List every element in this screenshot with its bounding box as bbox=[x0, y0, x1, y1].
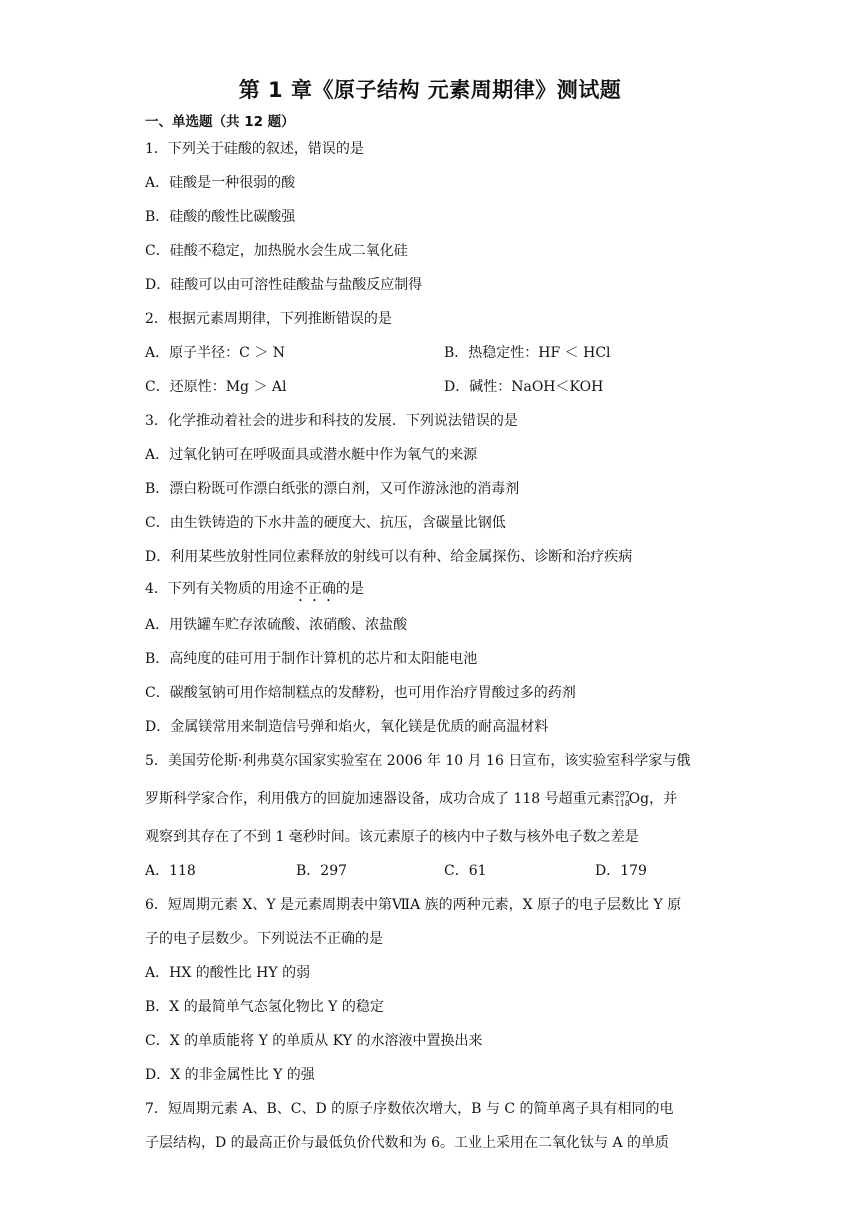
question-7-line-2: 子层结构，D 的最高正价与最低负价代数和为 6。工业上采用在二氧化钛与 A 的单质 bbox=[145, 1135, 670, 1151]
question-5-option-b: B．297 bbox=[296, 863, 348, 879]
isotope-symbol: Og bbox=[628, 791, 650, 807]
question-1-option-b: B．硅酸的酸性比碳酸强 bbox=[145, 209, 296, 225]
question-5-line-3: 观察到其存在了不到 1 毫秒时间。该元素原子的核内中子数与核外电子数之差是 bbox=[145, 829, 639, 845]
question-4-emphasis: 不正确 bbox=[293, 581, 336, 597]
question-6-option-a: A．HX 的酸性比 HY 的弱 bbox=[145, 965, 311, 981]
question-3-option-c: C．由生铁铸造的下水井盖的硬度大、抗压，含碳量比钢低 bbox=[145, 515, 506, 531]
question-7-line-1: 7．短周期元素 A、B、C、D 的原子序数依次增大，B 与 C 的简单离子具有相同的电 bbox=[145, 1101, 674, 1117]
section-heading: 一、单选题（共 12 题） bbox=[145, 114, 295, 130]
question-4-stem-pre: 4．下列有关物质的用途 bbox=[145, 581, 294, 597]
question-5-line-1: 5．美国劳伦斯·利弗莫尔国家实验室在 2006 年 10 月 16 日宣布，该实验室科学家与俄 bbox=[145, 753, 691, 769]
question-1-option-c: C．硅酸不稳定，加热脱水会生成二氧化硅 bbox=[145, 243, 408, 259]
question-6-line-1: 6．短周期元素 X、Y 是元素周期表中第ⅦA 族的两种元素，X 原子的电子层数比 Y 原 bbox=[145, 897, 682, 913]
question-2-option-c: C．还原性：Mg ＞ Al bbox=[145, 379, 287, 395]
question-6-option-b: B．X 的最简单气态氢化物比 Y 的稳定 bbox=[145, 999, 384, 1015]
question-5-option-d: D．179 bbox=[595, 863, 647, 879]
isotope-notation bbox=[615, 790, 629, 808]
question-2-option-d: D．碱性：NaOH＜KOH bbox=[444, 379, 604, 395]
isotope-atomic-number: 118 bbox=[614, 799, 630, 808]
question-5-option-c: C．61 bbox=[444, 863, 487, 879]
question-4-option-c: C．碳酸氢钠可用作焙制糕点的发酵粉，也可用作治疗胃酸过多的药剂 bbox=[145, 685, 576, 701]
question-1-option-a: A．硅酸是一种很弱的酸 bbox=[145, 175, 296, 191]
question-6-line-2: 子的电子层数少。下列说法不正确的是 bbox=[145, 931, 383, 947]
question-4-stem bbox=[145, 580, 364, 605]
question-1-stem: 1．下列关于硅酸的叙述，错误的是 bbox=[145, 141, 364, 157]
isotope-mass-number: 297 bbox=[614, 790, 630, 799]
question-2-stem: 2．根据元素周期律，下列推断错误的是 bbox=[145, 311, 392, 327]
question-2-option-b: B．热稳定性：HF ＜ HCl bbox=[444, 345, 611, 361]
question-3-option-a: A．过氧化钠可在呼吸面具或潜水艇中作为氧气的来源 bbox=[145, 447, 478, 463]
question-5-line-2 bbox=[145, 790, 677, 808]
question-3-stem: 3．化学推动着社会的进步和科技的发展．下列说法错误的是 bbox=[145, 413, 518, 429]
question-3-option-b: B．漂白粉既可作漂白纸张的漂白剂，又可作游泳池的消毒剂 bbox=[145, 481, 520, 497]
question-4-stem-post: 的是 bbox=[335, 581, 364, 597]
question-6-option-c: C．X 的单质能将 Y 的单质从 KY 的水溶液中置换出来 bbox=[145, 1033, 483, 1049]
question-4-option-a: A．用铁罐车贮存浓硫酸、浓硝酸、浓盐酸 bbox=[145, 617, 408, 633]
question-5-line-2-pre: 罗斯科学家合作，利用俄方的回旋加速器设备，成功合成了 118 号超重元素 bbox=[145, 791, 615, 807]
question-5-line-2-post: ，并 bbox=[649, 791, 678, 807]
question-6-option-d: D．X 的非金属性比 Y 的强 bbox=[145, 1067, 315, 1083]
question-1-option-d: D．硅酸可以由可溶性硅酸盐与盐酸反应制得 bbox=[145, 277, 423, 293]
question-5-option-a: A．118 bbox=[145, 863, 196, 879]
page-title: 第 1 章《原子结构 元素周期律》测试题 bbox=[238, 78, 622, 102]
question-4-option-d: D．金属镁常用来制造信号弹和焰火，氧化镁是优质的耐高温材料 bbox=[145, 719, 549, 735]
question-3-option-d: D．利用某些放射性同位素释放的射线可以有种、给金属探伤、诊断和治疗疾病 bbox=[145, 549, 633, 565]
question-4-option-b: B．高纯度的硅可用于制作计算机的芯片和太阳能电池 bbox=[145, 651, 478, 667]
question-2-option-a: A．原子半径：C ＞ N bbox=[145, 345, 285, 361]
